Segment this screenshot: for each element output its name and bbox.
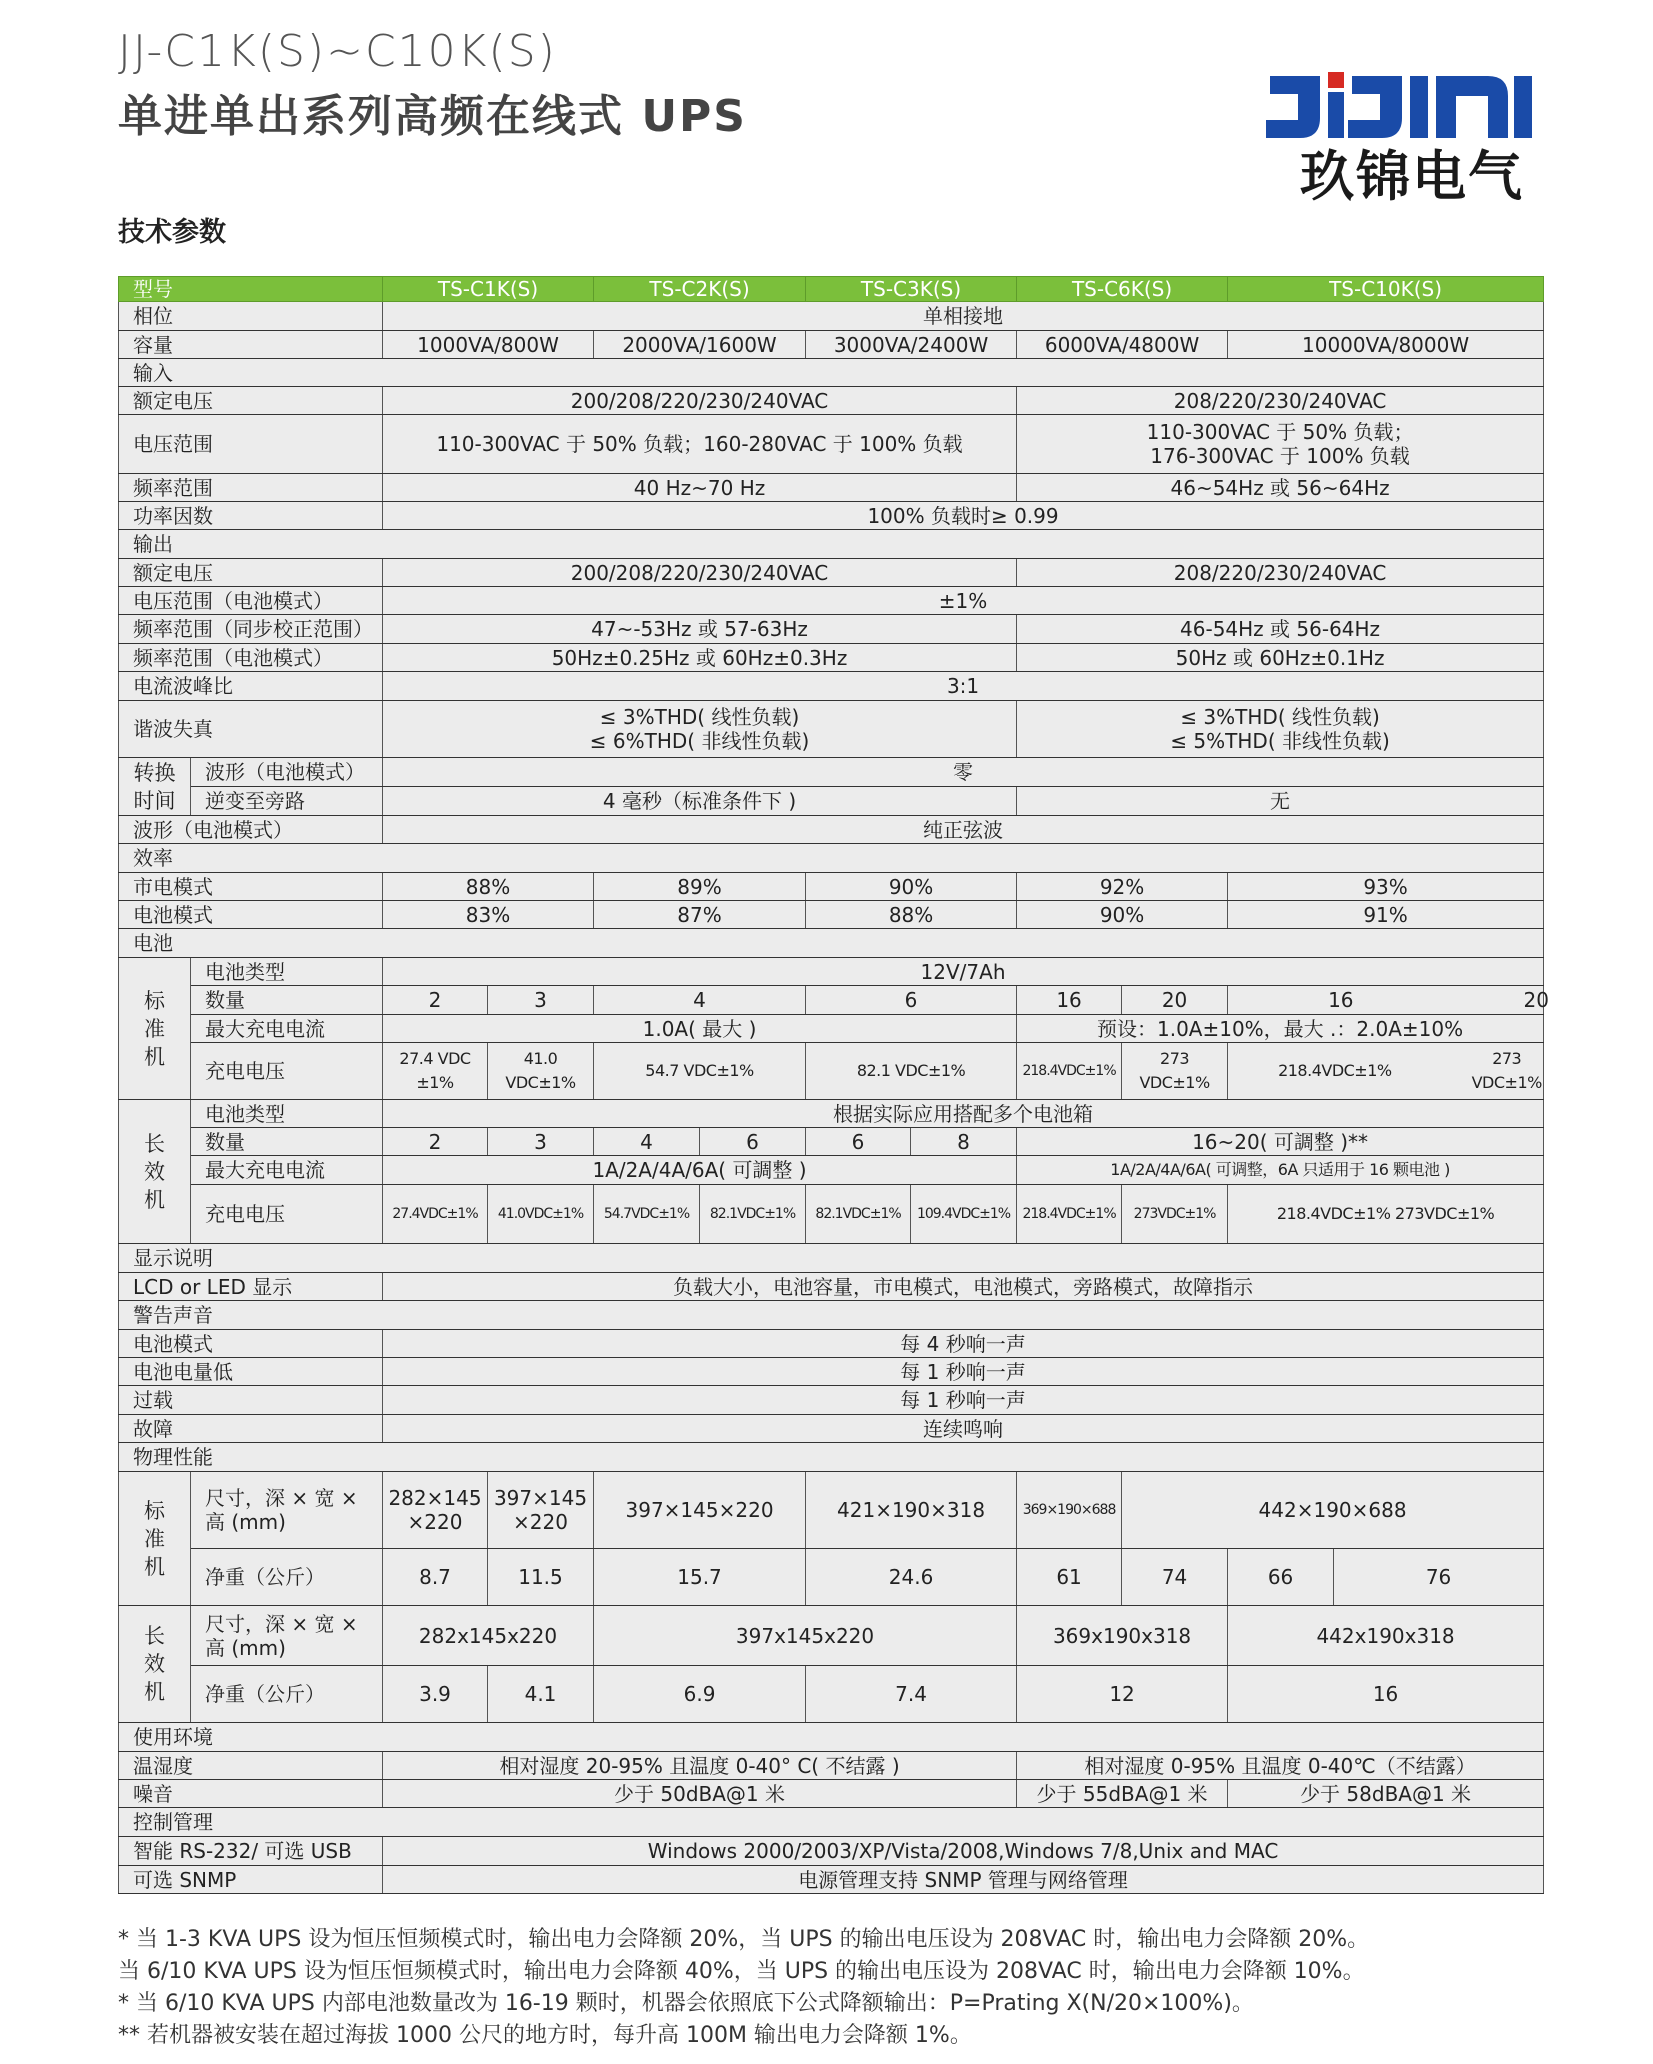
header-row — [119, 277, 1544, 302]
row-label: 温湿度 — [119, 1752, 383, 1780]
cell: 7.4 — [806, 1666, 1017, 1723]
transfer-bypass-row — [119, 787, 1544, 816]
cell-value: 20 — [1523, 988, 1549, 1012]
label-line: 高 (mm) — [205, 1510, 286, 1534]
cell: 218.4VDC±1% 273VDC±1% — [1228, 1185, 1544, 1244]
row-label: 电池模式 — [119, 901, 383, 929]
cell: 208/220/230/240VAC — [1017, 559, 1544, 587]
cell: 3 — [488, 1128, 594, 1156]
physical-title-row — [119, 1443, 1544, 1472]
cell: Windows 2000/2003/XP/Vista/2008,Windows 7/8,Unix and MAC — [383, 1837, 1544, 1866]
std-battery-type-row — [119, 958, 1544, 986]
section-label: 控制管理 — [119, 1808, 1544, 1837]
std-charge-voltage-row — [119, 1043, 1544, 1100]
output-freq-batt-row — [119, 644, 1544, 672]
cell: 6.9 — [594, 1666, 806, 1723]
cell: 2 — [383, 1128, 488, 1156]
cell: 纯正弦波 — [383, 816, 1544, 844]
cell-line: 110-300VAC 于 50% 负载； — [1146, 420, 1414, 444]
cell — [488, 1472, 594, 1549]
cell: 10000VA/8000W — [1228, 331, 1544, 359]
cell: 27.4VDC±1% — [383, 1185, 488, 1244]
cell: 电源管理支持 SNMP 管理与网络管理 — [383, 1866, 1544, 1894]
cell: 282x145x220 — [383, 1606, 594, 1666]
input-rated-voltage-row — [119, 387, 1544, 415]
humidity-row — [119, 1752, 1544, 1780]
lcd-row — [119, 1273, 1544, 1301]
std-battery-qty-row — [119, 986, 1544, 1015]
cell-line: ≤ 5%THD( 非线性负载) — [1170, 729, 1390, 753]
output-freq-sync-row — [119, 615, 1544, 644]
alarm-overload-row — [119, 1386, 1544, 1415]
output-voltage-range-row — [119, 587, 1544, 615]
cell: 273VDC±1% — [1122, 1185, 1228, 1244]
row-label: 噪音 — [119, 1780, 383, 1808]
cell: 2000VA/1600W — [594, 331, 806, 359]
cell: 47~-53Hz 或 57-63Hz — [383, 615, 1017, 644]
section-label: 警告声音 — [119, 1301, 1544, 1330]
long-charge-voltage-row — [119, 1185, 1544, 1244]
cell: 16 — [1017, 986, 1122, 1015]
page-title: 单进单出系列高频在线式 UPS — [118, 91, 747, 142]
cell: 208/220/230/240VAC — [1017, 387, 1544, 415]
section-label: 输出 — [119, 530, 1544, 559]
group-char: 机 — [144, 1680, 165, 1704]
group-char: 准 — [144, 1526, 165, 1551]
cell-line: VDC±1% — [1471, 1073, 1542, 1092]
cell-line: 27.4 VDC — [399, 1049, 471, 1068]
cell: 相对湿度 20-95% 且温度 0-40° C( 不结露 ) — [383, 1752, 1017, 1780]
cell: 16~20( 可調整 )** — [1017, 1128, 1544, 1156]
cell: 根据实际应用搭配多个电池箱 — [383, 1100, 1544, 1128]
group-char: 效 — [144, 1159, 165, 1184]
cell-line: ±1% — [416, 1073, 454, 1092]
group-char: 标 — [144, 1498, 165, 1523]
row-label: 可选 SNMP — [119, 1866, 383, 1894]
cell — [1228, 1043, 1544, 1100]
row-label: 逆变至旁路 — [191, 787, 383, 816]
section-label: 显示说明 — [119, 1244, 1544, 1273]
cell: 预设：1.0A±10%，最大 .：2.0A±10% — [1017, 1015, 1544, 1043]
row-label: 数量 — [191, 1128, 383, 1156]
row-label: 波形（电池模式） — [191, 758, 383, 787]
group-char: 标 — [144, 988, 165, 1013]
label-line: 尺寸，深 × 宽 × — [205, 1486, 358, 1510]
cell: 200/208/220/230/240VAC — [383, 559, 1017, 587]
transfer-group — [119, 758, 191, 816]
long-size-row — [119, 1606, 1544, 1666]
alarm-low-battery-row — [119, 1358, 1544, 1386]
cell: 1000VA/800W — [383, 331, 594, 359]
cell: 16 — [1228, 1666, 1544, 1723]
row-label: 智能 RS-232/ 可选 USB — [119, 1837, 383, 1866]
cell: 46-54Hz 或 56-64Hz — [1017, 615, 1544, 644]
cell: 2 — [383, 986, 488, 1015]
section-label: 使用环境 — [119, 1723, 1544, 1752]
cell: 零 — [383, 758, 1544, 787]
cell: 少于 50dBA@1 米 — [383, 1780, 1017, 1808]
row-label: 最大充电电流 — [191, 1156, 383, 1185]
cell: 397×145×220 — [594, 1472, 806, 1549]
cell: 88% — [806, 901, 1017, 929]
noise-row — [119, 1780, 1544, 1808]
row-label: 电压范围 — [119, 415, 383, 474]
std-size-row — [119, 1472, 1544, 1549]
group-char: 效 — [144, 1652, 165, 1676]
cell — [1122, 1043, 1228, 1100]
row-label: 电压范围（电池模式） — [119, 587, 383, 615]
group-char: 长 — [144, 1624, 165, 1648]
long-weight-row — [119, 1666, 1544, 1723]
cell: 1A/2A/4A/6A( 可调整，6A 只适用于 16 颗电池 ) — [1017, 1156, 1544, 1185]
spec-table — [118, 276, 1549, 1894]
cell-value: 16 — [1328, 988, 1354, 1012]
cell: 218.4VDC±1% — [1017, 1185, 1122, 1244]
row-label: LCD or LED 显示 — [119, 1273, 383, 1301]
row-label: 充电电压 — [191, 1185, 383, 1244]
efficiency-mains-row — [119, 873, 1544, 901]
cell-line: ≤ 3%THD( 线性负载) — [1180, 705, 1380, 729]
snmp-row — [119, 1866, 1544, 1894]
cell: 397x145x220 — [594, 1606, 1017, 1666]
alarm-title-row — [119, 1301, 1544, 1330]
output-crest-row — [119, 672, 1544, 701]
cell: 少于 55dBA@1 米 — [1017, 1780, 1228, 1808]
cell: 每 1 秒响一声 — [383, 1386, 1544, 1415]
cell: 82.1VDC±1% — [806, 1185, 911, 1244]
cell: 41.0VDC±1% — [488, 1185, 594, 1244]
output-rated-voltage-row — [119, 559, 1544, 587]
cell: 4 毫秒（标准条件下 ) — [383, 787, 1017, 816]
brand-name: 玖锦电气 — [1300, 145, 1524, 208]
cell-line: ×220 — [513, 1510, 568, 1534]
environment-title-row — [119, 1723, 1544, 1752]
cell: 50Hz±0.25Hz 或 60Hz±0.3Hz — [383, 644, 1017, 672]
long-battery-qty-row — [119, 1128, 1544, 1156]
cell-line: VDC±1% — [1139, 1073, 1210, 1092]
row-label: 电池类型 — [191, 1100, 383, 1128]
group-char: 时间 — [133, 788, 176, 813]
cell: 20 — [1122, 986, 1228, 1015]
input-title-row — [119, 359, 1544, 387]
waveform-row — [119, 816, 1544, 844]
cell: 每 1 秒响一声 — [383, 1358, 1544, 1386]
cell — [1017, 701, 1544, 758]
cell-value: 218.4VDC±1% — [1278, 1061, 1392, 1080]
cell: 3.9 — [383, 1666, 488, 1723]
cell-line: 41.0 — [523, 1049, 558, 1068]
std-charge-current-row — [119, 1015, 1544, 1043]
cell: 92% — [1017, 873, 1228, 901]
input-freq-row — [119, 474, 1544, 502]
cell: 442x190x318 — [1228, 1606, 1544, 1666]
cell: 74 — [1122, 1549, 1228, 1606]
group-char: 机 — [144, 1187, 165, 1212]
cell — [1228, 986, 1549, 1015]
cell: 4 — [594, 986, 806, 1015]
row-label: 电流波峰比 — [119, 672, 383, 701]
model-c2k: TS-C2K(S) — [594, 277, 806, 302]
footnote: * 当 6/10 KVA UPS 内部电池数量改为 16-19 颗时，机器会依照底下公式降额输出：P=Prating X(N/20×100%)。 — [118, 1991, 1254, 2016]
cell: 每 4 秒响一声 — [383, 1330, 1544, 1358]
row-label: 电池模式 — [119, 1330, 383, 1358]
model-range: JJ-C1K(S)~C10K(S) — [118, 26, 557, 77]
cell: 6 — [700, 1128, 806, 1156]
output-title-row — [119, 530, 1544, 559]
cell: 218.4VDC±1% — [1017, 1043, 1122, 1100]
cell: 连续鸣响 — [383, 1415, 1544, 1443]
row-label: 最大充电电流 — [191, 1015, 383, 1043]
input-voltage-range-row — [119, 415, 1544, 474]
cell: 11.5 — [488, 1549, 594, 1606]
std-weight-row — [119, 1549, 1544, 1606]
row-label: 过载 — [119, 1386, 383, 1415]
cell: ±1% — [383, 587, 1544, 615]
row-label: 频率范围 — [119, 474, 383, 502]
cell: 82.1 VDC±1% — [806, 1043, 1017, 1100]
alarm-battery-row — [119, 1330, 1544, 1358]
cell — [383, 701, 1017, 758]
cell: 76 — [1334, 1549, 1544, 1606]
model-c3k: TS-C3K(S) — [806, 277, 1017, 302]
cell: 3 — [488, 986, 594, 1015]
cell: 82.1VDC±1% — [700, 1185, 806, 1244]
row-label: 电池电量低 — [119, 1358, 383, 1386]
efficiency-title-row — [119, 844, 1544, 873]
cell — [383, 1472, 488, 1549]
display-title-row — [119, 1244, 1544, 1273]
cell: 66 — [1228, 1549, 1334, 1606]
cell: 40 Hz~70 Hz — [383, 474, 1017, 502]
capacity-row — [119, 331, 1544, 359]
long-charge-current-row — [119, 1156, 1544, 1185]
long-battery-group — [119, 1100, 191, 1244]
model-c1k: TS-C1K(S) — [383, 277, 594, 302]
cell: 369×190×688 — [1017, 1472, 1122, 1549]
cell — [1017, 415, 1544, 474]
cell: 100% 负载时≥ 0.99 — [383, 502, 1544, 530]
cell: 61 — [1017, 1549, 1122, 1606]
row-label: 频率范围（电池模式） — [119, 644, 383, 672]
cell: 8 — [911, 1128, 1017, 1156]
cell: 3:1 — [383, 672, 1544, 701]
cell: 93% — [1228, 873, 1544, 901]
cell — [383, 1043, 488, 1100]
cell: 6 — [806, 1128, 911, 1156]
section-label: 电池 — [119, 929, 1544, 958]
cell: 6 — [806, 986, 1017, 1015]
cell: 200/208/220/230/240VAC — [383, 387, 1017, 415]
cell: 6000VA/4800W — [1017, 331, 1228, 359]
group-char: 机 — [144, 1044, 165, 1069]
cell: 88% — [383, 873, 594, 901]
row-label: 净重（公斤） — [191, 1549, 383, 1606]
cell-line: ≤ 6%THD( 非线性负载) — [589, 729, 810, 753]
output-thd-row — [119, 701, 1544, 758]
section-title: 技术参数 — [118, 217, 226, 248]
long-battery-type-row — [119, 1100, 1544, 1128]
cell-line: 282×145 — [388, 1486, 482, 1510]
footnote: * 当 1-3 KVA UPS 设为恒压恒频模式时，输出电力会降额 20%，当 UPS 的输出电压设为 208VAC 时，输出电力会降额 20%。 — [118, 1927, 1370, 1952]
row-label: 市电模式 — [119, 873, 383, 901]
cell: 54.7VDC±1% — [594, 1185, 700, 1244]
row-label: 功率因数 — [119, 502, 383, 530]
alarm-fault-row — [119, 1415, 1544, 1443]
row-label: 波形（电池模式） — [119, 816, 383, 844]
management-title-row — [119, 1808, 1544, 1837]
row-label: 充电电压 — [191, 1043, 383, 1100]
cell: 89% — [594, 873, 806, 901]
cell: 4.1 — [488, 1666, 594, 1723]
cell: 15.7 — [594, 1549, 806, 1606]
std-physical-group — [119, 1472, 191, 1606]
row-label: 容量 — [119, 331, 383, 359]
cell: 无 — [1017, 787, 1544, 816]
cell: 少于 58dBA@1 米 — [1228, 1780, 1544, 1808]
row-label — [191, 1606, 383, 1666]
footnote: 当 6/10 KVA UPS 设为恒压恒频模式时，输出电力会降额 40%，当 UPS 的输出电压设为 208VAC 时，输出电力会降额 10%。 — [118, 1959, 1365, 1984]
row-label: 谐波失真 — [119, 701, 383, 758]
cell: 46~54Hz 或 56~64Hz — [1017, 474, 1544, 502]
group-char: 转换 — [133, 760, 176, 785]
footnote: ** 若机器被安装在超过海拔 1000 公尺的地方时，每升高 100M 输出电力会降额 1%。 — [118, 2023, 972, 2048]
battery-title-row — [119, 929, 1544, 958]
group-char: 机 — [144, 1554, 165, 1579]
cell: 1A/2A/4A/6A( 可調整 ) — [383, 1156, 1017, 1185]
row-label: 数量 — [191, 986, 383, 1015]
rs232-row — [119, 1837, 1544, 1866]
cell: 负载大小，电池容量，市电模式，电池模式，旁路模式，故障指示 — [383, 1273, 1544, 1301]
cell-line: 176-300VAC 于 100% 负载 — [1150, 444, 1410, 468]
section-label: 物理性能 — [119, 1443, 1544, 1472]
cell: 3000VA/2400W — [806, 331, 1017, 359]
label-line: 高 (mm) — [205, 1635, 286, 1660]
model-label: 型号 — [119, 277, 383, 302]
cell: 1.0A( 最大 ) — [383, 1015, 1017, 1043]
cell-line: 273 — [1160, 1049, 1190, 1068]
cell-line: 273 — [1492, 1049, 1522, 1068]
cell: 83% — [383, 901, 594, 929]
cell: 110-300VAC 于 50% 负载；160-280VAC 于 100% 负载 — [383, 415, 1017, 474]
input-pf-row — [119, 502, 1544, 530]
cell: 50Hz 或 60Hz±0.1Hz — [1017, 644, 1544, 672]
cell: 369x190x318 — [1017, 1606, 1228, 1666]
section-label: 效率 — [119, 844, 1544, 873]
footnotes — [118, 1924, 1548, 2052]
row-label: 额定电压 — [119, 559, 383, 587]
cell: 87% — [594, 901, 806, 929]
phase-row — [119, 302, 1544, 331]
model-c10k: TS-C10K(S) — [1228, 277, 1544, 302]
cell: 90% — [1017, 901, 1228, 929]
cell-line: ≤ 3%THD( 线性负载) — [599, 705, 800, 729]
cell: 12V/7Ah — [383, 958, 1544, 986]
row-label: 相位 — [119, 302, 383, 331]
group-char: 准 — [144, 1016, 165, 1041]
cell: 8.7 — [383, 1549, 488, 1606]
cell: 109.4VDC±1% — [911, 1185, 1017, 1244]
transfer-batt-row — [119, 758, 1544, 787]
section-label: 输入 — [119, 359, 1544, 387]
label-line: 尺寸，深 × 宽 × — [205, 1611, 358, 1636]
row-label: 频率范围（同步校正范围） — [119, 615, 383, 644]
cell-line: 397×145 — [493, 1486, 588, 1510]
cell: 442×190×688 — [1122, 1472, 1544, 1549]
cell: 相对湿度 0-95% 且温度 0-40℃（不结露） — [1017, 1752, 1544, 1780]
cell — [488, 1043, 594, 1100]
cell: 12 — [1017, 1666, 1228, 1723]
row-label: 额定电压 — [119, 387, 383, 415]
row-label — [191, 1472, 383, 1549]
model-c6k: TS-C6K(S) — [1017, 277, 1228, 302]
cell: 24.6 — [806, 1549, 1017, 1606]
std-battery-group — [119, 958, 191, 1100]
row-label: 净重（公斤） — [191, 1666, 383, 1723]
cell: 91% — [1228, 901, 1544, 929]
cell: 单相接地 — [383, 302, 1544, 331]
cell: 54.7 VDC±1% — [594, 1043, 806, 1100]
cell: 4 — [594, 1128, 700, 1156]
long-physical-group — [119, 1606, 191, 1723]
cell-line: ×220 — [407, 1510, 463, 1534]
cell: 421×190×318 — [806, 1472, 1017, 1549]
row-label: 电池类型 — [191, 958, 383, 986]
efficiency-battery-row — [119, 901, 1544, 929]
row-label: 故障 — [119, 1415, 383, 1443]
cell: 90% — [806, 873, 1017, 901]
group-char: 长 — [144, 1131, 165, 1156]
cell-line: VDC±1% — [505, 1073, 576, 1092]
